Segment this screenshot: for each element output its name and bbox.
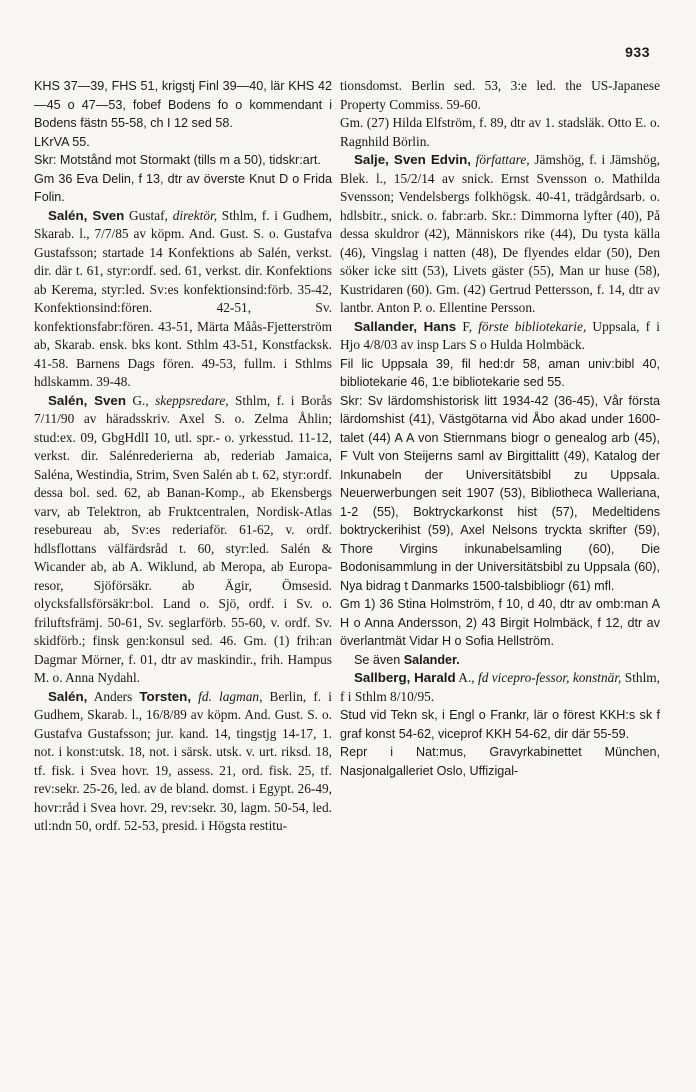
entry-occupation: direktör, <box>172 207 218 223</box>
entry-salje-sven-edvin <box>340 151 660 318</box>
entry-continuation-marriage: Gm. (27) Hilda Elfström, f. 89, dtr av 1. stadsläk. Otto E. o. Ragnhild Börlin. <box>340 115 660 149</box>
entry-continuation-career: KHS 37—39, FHS 51, krigstj Finl 39—40, lär KHS 42—45 o 47—53, fobef Bodens fo o kommendant i Bodens fästn 55-58, ch I 12 sed 58. <box>34 79 332 130</box>
entry-occupation: förste bibliotekarie, <box>478 318 587 334</box>
entry-occupation: författare, <box>470 152 530 167</box>
entry-sallander-hans: Sallander, Hans F, förste bibliotekarie, Uppsala, f i Hjo 4/8/03 av insp Lars S o Hulda Holmbäck. <box>340 318 660 352</box>
entry-name: Salén, Sven <box>48 207 125 223</box>
entry-salen-sven-g: Salén, Sven G., skeppsredare, Sthlm, f. i Borås 7/11/90 av häradsskriv. Axel S. o. Zelma Åhlin; stud:ex. 09, GbgHdlI 10, utl. spr.- o. yrkesstud. 11-12, verkst. dir. Salénrederierna ab, rederiab Jamaica, Saléna, Westindia, Strim, Sven Salén ab t. 62, styr:ordf. dessa bol. sed. 62, ab Banan-Komp., ab Ekensbergs varv, ab Telektron, ab Fruktcentralen, Nordisk-Atlas resebureau ab, Sv:es rederiaför. 61-62, v. ordf. hdlsflottans välfärdsråd t. 60, styr:led. Salén & Wicander ab, ab A. Wiklund, ab Meropa, ab Europa-resor, Sjöförsäkr. ab Ägir, Ömsesid. olycksfallsförsäkr:bol. Land o. Sjö, ordf. i Sv. o. friluftsfrämj. 50-61, Sv. seglarförb. 55-60, v. ordf. Sv. skidförb.; finsk gen:konsul sed. 46. Gm. (1) frih:an Dagmar Mörner, f. 01, dtr av maskindir., frih. Hampus M. o. Anna Nydahl. <box>34 392 332 685</box>
page-number: 933 <box>625 44 650 60</box>
entry-text: Berlin, f. i Gudhem, Skarab. l., 16/8/89 av köpm. And. Gust. S. o. Gustafva Gustafsson; jur. kand. 14, tingstjg 14-17, 1. not. i konst:utsk. 18, not. i särsk. utsk. v. urt. riksd. 18, tf. fisk. i Svea hovr. 19, assess. 21, ord. fisk. 25, tf. rev:sekr. 25-26, led. av de bland. domst. i Egypt. 26-49, hovr:råd i Svea hovr. 29, rev:sekr. 30, lagm. 50-54, led. utl:ndn 50, ordf. 52-53, presid. i Högsta restitu- <box>34 688 332 833</box>
entry-cross-reference: Se även Salander. <box>354 652 460 667</box>
entry-occupation: fd. lagman, <box>191 688 263 704</box>
entry-continuation-career: tionsdomst. Berlin sed. 53, 3:e led. the US-Japanese Property Commiss. 59-60. <box>340 78 660 112</box>
left-column <box>34 77 332 836</box>
entry-text: Sthlm, f. i Borås 7/11/90 av häradsskriv. Axel S. o. Zelma Åhlin; stud:ex. 09, GbgHdlI 10, utl. spr.- o. yrkesstud. 11-12, verkst. dir. Salénrederierna ab, rederiab Jamaica, Saléna, Westindia, Strim, Sven Salén ab t. 62, styr:ordf. dessa bol. sed. 62, ab Banan-Komp., ab Ekensbergs varv, ab Telektron, ab Fruktcentralen, Nordisk-Atlas resebureau ab, Sv:es rederiaför. 61-62, v. ordf. hdlsflottans välfärdsråd t. 60, styr:led. Salén & Wicander ab, ab A. Wiklund, ab Meropa, ab Europa-resor, Sjöförsäkr. ab Ägir, Ömsesid. olycksfallsförsäkr:bol. Land o. Sjö, ordf. i Sv. o. friluftsfrämj. 50-61, Sv. seglarförb. 55-60, v. ordf. Sv. skidförb.; finsk gen:konsul sed. 46. Gm. (1) frih:an Dagmar Mörner, f. 01, dtr av maskindir., frih. Hampus M. o. Anna Nydahl. <box>34 392 332 685</box>
entry-salen-torsten: Salén, Anders Torsten, fd. lagman, Berlin, f. i Gudhem, Skarab. l., 16/8/89 av köpm. And. Gust. S. o. Gustafva Gustafsson; jur. kand. 14, tingstjg 14-17, 1. not. i konst:utsk. 18, not. i särsk. utsk. v. urt. riksd. 18, tf. fisk. i Svea hovr. 19, assess. 21, ord. fisk. 25, tf. rev:sekr. 25-26, led. av de bland. domst. i Egypt. 26-49, hovr:råd i Svea hovr. 29, rev:sekr. 30, lagm. 50-54, led. utl:ndn 50, ordf. 52-53, presid. i Högsta restitu- <box>34 688 332 833</box>
entry-text: Jämshög, f. i Jämshög, Blek. l., 15/2/14 av snick. Ernst Svensson o. Mathilda Svensson; Vendelsbergs folkhögsk. 40-41, trädgårdsarb. o. hdlsbitr., snick. o. fabr:arb. Skr.: Dimmorna lyfter (40), På dessa skuldror (42), Människors rike (44), Du tysta källa (46), Vingslag i natten (48), De flyendes eldar (50), Den söker icke sitt (53), Livets gäster (55), Man ur huse (58), Kustridaren (60). Gm. (42) Gertrud Pettersson, f. 14, dtr av lantbr. Anton P. o. Ellentine Persson. <box>340 152 660 315</box>
right-column <box>340 77 660 780</box>
entry-name: Sallander, Hans <box>354 318 457 334</box>
entry-collections: Repr i Nat:mus, Gravyrkabinettet München, Nasjonalgalleriet Oslo, Uffizigal- <box>340 745 660 778</box>
entry-writings: Skr: Sv lärdomshistorisk litt 1934-42 (36-45), Vår första lärdomshist (41), Västgötarna vid Åbo akad under 1600-talet (44) A A von Stiernmans biogr o genealog arb (45), F Vult von Steijerns saml av Birgittalitt (49), Katalog der Inkunabeln der Universitätsbibl zu Uppsala. Neuerwerbungen seit 1907 (53), Bibliotheca Walleriana, 1-2 (55), Boktryckarkonst hist (57), Medeltidens boktryckerihist (59), Axel Nelsons tryckta skrifter (59), Thore Virgins inkunabelsamling (60), Die Bodonisammlung in der Universitätsbibl zu Uppsala (60), Nya bidrag t Danmarks 1500-talsbibliogr (61) mfl. <box>340 393 660 593</box>
entry-continuation-honors: LKrVA 55. <box>34 134 90 149</box>
entry-salen-sven-gustaf: Salén, Sven Gustaf, direktör, Sthlm, f. i Gudhem, Skarab. l., 7/7/85 av köpm. And. Gust. S. o. Gustafva Gustafsson; startade 14 Konfektions ab Salén, verkst. dir. där t. 61, styr:ordf. sed. 61, verkst. dir. Konfektions ab Kerema, styr:led. Sv:es konfektionsind:förb. 35-42, Konfektionsind:fören. 42-51, Sv. konfektionsfabr:fören. 43-51, Märta Måås-Fjetterström ab, Skarab. ensk. bks kont. Sthlm 43-51, Konstfacksk. 41-58. Barnens Dags fören. 49-53, fullm. i Sthlms hdlskamm. 39-48. <box>34 207 332 389</box>
entry-name: Salje, Sven Edvin, <box>354 152 471 167</box>
entry-name-given: Torsten, <box>139 688 192 704</box>
entry-name: Salén, <box>48 688 88 704</box>
entry-continuation-writings: Skr: Motstånd mot Stormakt (tills m a 50), tidskr:art. <box>34 153 321 167</box>
entry-text: Sthlm, f i Sthlm 8/10/95. <box>340 670 660 704</box>
cross-reference-name: Salander. <box>403 652 460 667</box>
entry-career: Fil lic Uppsala 39, fil hed:dr 58, aman univ:bibl 40, bibliotekarie 46, 1:e bibliotekarie sed 55. <box>340 356 660 389</box>
entry-occupation: fd vicepro-fessor, konstnär, <box>477 670 622 685</box>
entry-text: Sthlm, f. i Gudhem, Skarab. l., 7/7/85 av köpm. And. Gust. S. o. Gustafva Gustafsson; startade 14 Konfektions ab Salén, verkst. dir. där t. 61, styr:ordf. sed. 61, verkst. dir. Konfektions ab Kerema, styr:led. Sv:es konfektionsind:förb. 35-42, Konfektionsind:fören. 42-51, Sv. konfektionsfabr:fören. 43-51, Märta Måås-Fjetterström ab, Skarab. ensk. bks kont. Sthlm 43-51, Konstfacksk. 41-58. Barnens Dags fören. 49-53, fullm. i Sthlms hdlskamm. 39-48. <box>34 207 332 389</box>
entry-name: Sallberg, Harald <box>354 670 456 685</box>
entry-text: Uppsala, f i Hjo 4/8/03 av insp Lars S o Hulda Holmbäck. <box>340 318 660 352</box>
entry-continuation-marriage: Gm 36 Eva Delin, f 13, dtr av överste Knut D o Frida Folin. <box>34 171 332 204</box>
entry-sallberg-harald: Sallberg, Harald A., fd vicepro-fessor, konstnär, Sthlm, f i Sthlm 8/10/95. <box>340 670 660 704</box>
entry-career: Stud vid Tekn sk, i Engl o Frankr, lär o förest KKH:s sk f graf konst 54-62, viceprof KKH 54-62, dir där 55-59. <box>340 708 660 741</box>
entry-name: Salén, Sven <box>48 392 126 408</box>
entry-marriage: Gm 1) 36 Stina Holmström, f 10, d 40, dtr av omb:man A H o Anna Andersson, 2) 43 Birgit Holmbäck, f 12, dtr av överlantmät Vidar H o Sofia Hellström. <box>340 597 660 648</box>
entry-occupation: skeppsredare, <box>155 392 229 408</box>
